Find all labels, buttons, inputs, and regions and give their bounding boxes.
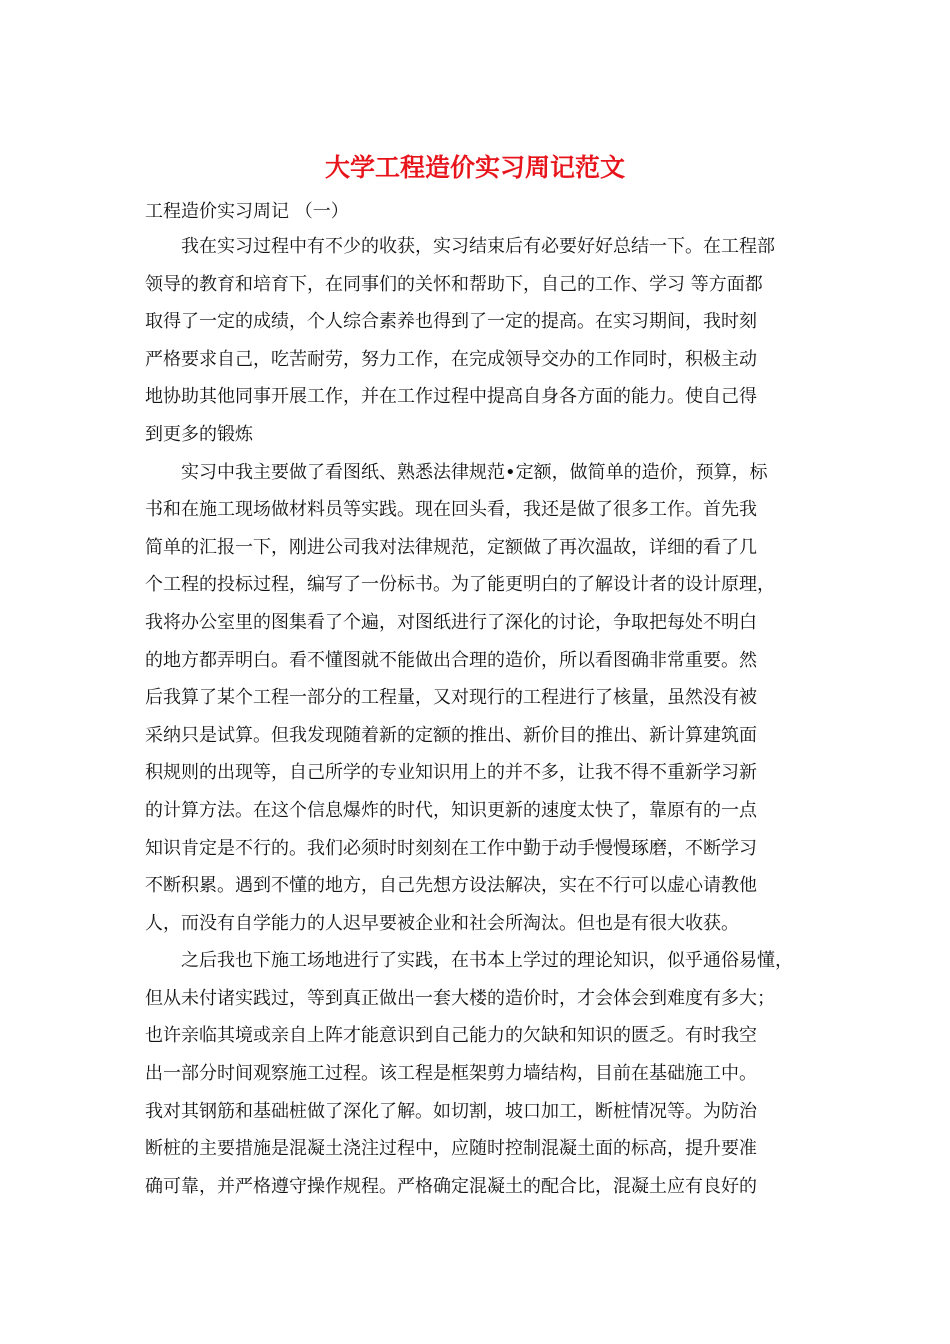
document-title: 大学工程造价实习周记范文 <box>324 153 625 182</box>
text-line: 后我算了某个工程一部分的工程量，又对现行的工程进行了核量，虽然没有被 <box>145 687 757 709</box>
text-line: 的计算方法。在这个信息爆炸的时代，知识更新的速度太快了，靠原有的一点 <box>145 799 757 821</box>
text-line: 我对其钢筋和基础桩做了深化了解。如切割，坡口加工，断桩情况等。为防治 <box>145 1100 757 1122</box>
text-line: 领导的教育和培育下，在同事们的关怀和帮助下，自己的工作、学习 等方面都 <box>145 273 763 295</box>
text-line: 积规则的出现等，自己所学的专业知识用上的并不多，让我不得不重新学习新 <box>145 762 757 784</box>
text-line: 严格要求自己，吃苦耐劳，努力工作，在完成领导交办的工作同时，积极主动 <box>145 348 757 370</box>
text-line: 断桩的主要措施是混凝土浇注过程中，应随时控制混凝土面的标高，提升要准 <box>145 1138 757 1160</box>
text-line: 出一部分时间观察施工过程。该工程是框架剪力墙结构，目前在基础施工中。 <box>145 1063 757 1085</box>
text-line: 不断积累。遇到不懂的地方，自己先想方设法解决，实在不行可以虚心请教他 <box>145 875 757 897</box>
text-line: 我将办公室里的图集看了个遍，对图纸进行了深化的讨论，争取把每处不明白 <box>145 611 757 633</box>
text-line: 书和在施工现场做材料员等实践。现在回头看，我还是做了很多工作。首先我 <box>145 499 757 521</box>
text-line: 我在实习过程中有不少的收获，实习结束后有必要好好总结一下。在工程部 <box>145 236 775 257</box>
text-line: 采纳只是试算。但我发现随着新的定额的推出、新价目的推出、新计算建筑面 <box>145 724 757 746</box>
text-line: 到更多的锻炼 <box>145 423 253 445</box>
text-line: 确可靠，并严格遵守操作规程。严格确定混凝土的配合比，混凝土应有良好的 <box>145 1175 757 1197</box>
paragraph-container <box>145 228 811 1205</box>
text-line: 的地方都弄明白。看不懂图就不能做出合理的造价，所以看图确非常重要。然 <box>145 649 757 671</box>
document-body <box>145 196 811 1205</box>
text-line: 人，而没有自学能力的人迟早要被企业和社会所淘汰。但也是有很大收获。 <box>145 912 739 934</box>
paragraph <box>145 942 811 1205</box>
text-line: 知识肯定是不行的。我们必须时时刻刻在工作中勤于动手慢慢琢磨，不断学习 <box>145 837 757 859</box>
text-line: 实习中我主要做了看图纸、熟悉法律规范•定额，做简单的造价，预算，标 <box>145 461 768 483</box>
text-line: 地协助其他同事开展工作，并在工作过程中提高自身各方面的能力。使自己得 <box>145 386 757 408</box>
text-line: 之后我也下施工场地进行了实践，在书本上学过的理论知识，似乎通俗易懂， <box>145 950 793 972</box>
paragraph <box>145 454 811 943</box>
text-line: 个工程的投标过程，编写了一份标书。为了能更明白的了解设计者的设计原理， <box>145 574 775 596</box>
text-line: 取得了一定的成绩，个人综合素养也得到了一定的提高。在实习期间，我时刻 <box>145 311 757 333</box>
text-line: 也许亲临其境或亲自上阵才能意识到自己能力的欠缺和知识的匮乏。有时我空 <box>145 1025 757 1047</box>
text-line: 简单的汇报一下，刚进公司我对法律规范，定额做了再次温故，详细的看了几 <box>145 536 757 558</box>
paragraph <box>145 228 811 454</box>
section-heading: 工程造价实习周记 （一） <box>145 201 349 222</box>
text-line: 但从未付诸实践过，等到真正做出一套大楼的造价时，才会体会到难度有多大； <box>145 987 775 1009</box>
